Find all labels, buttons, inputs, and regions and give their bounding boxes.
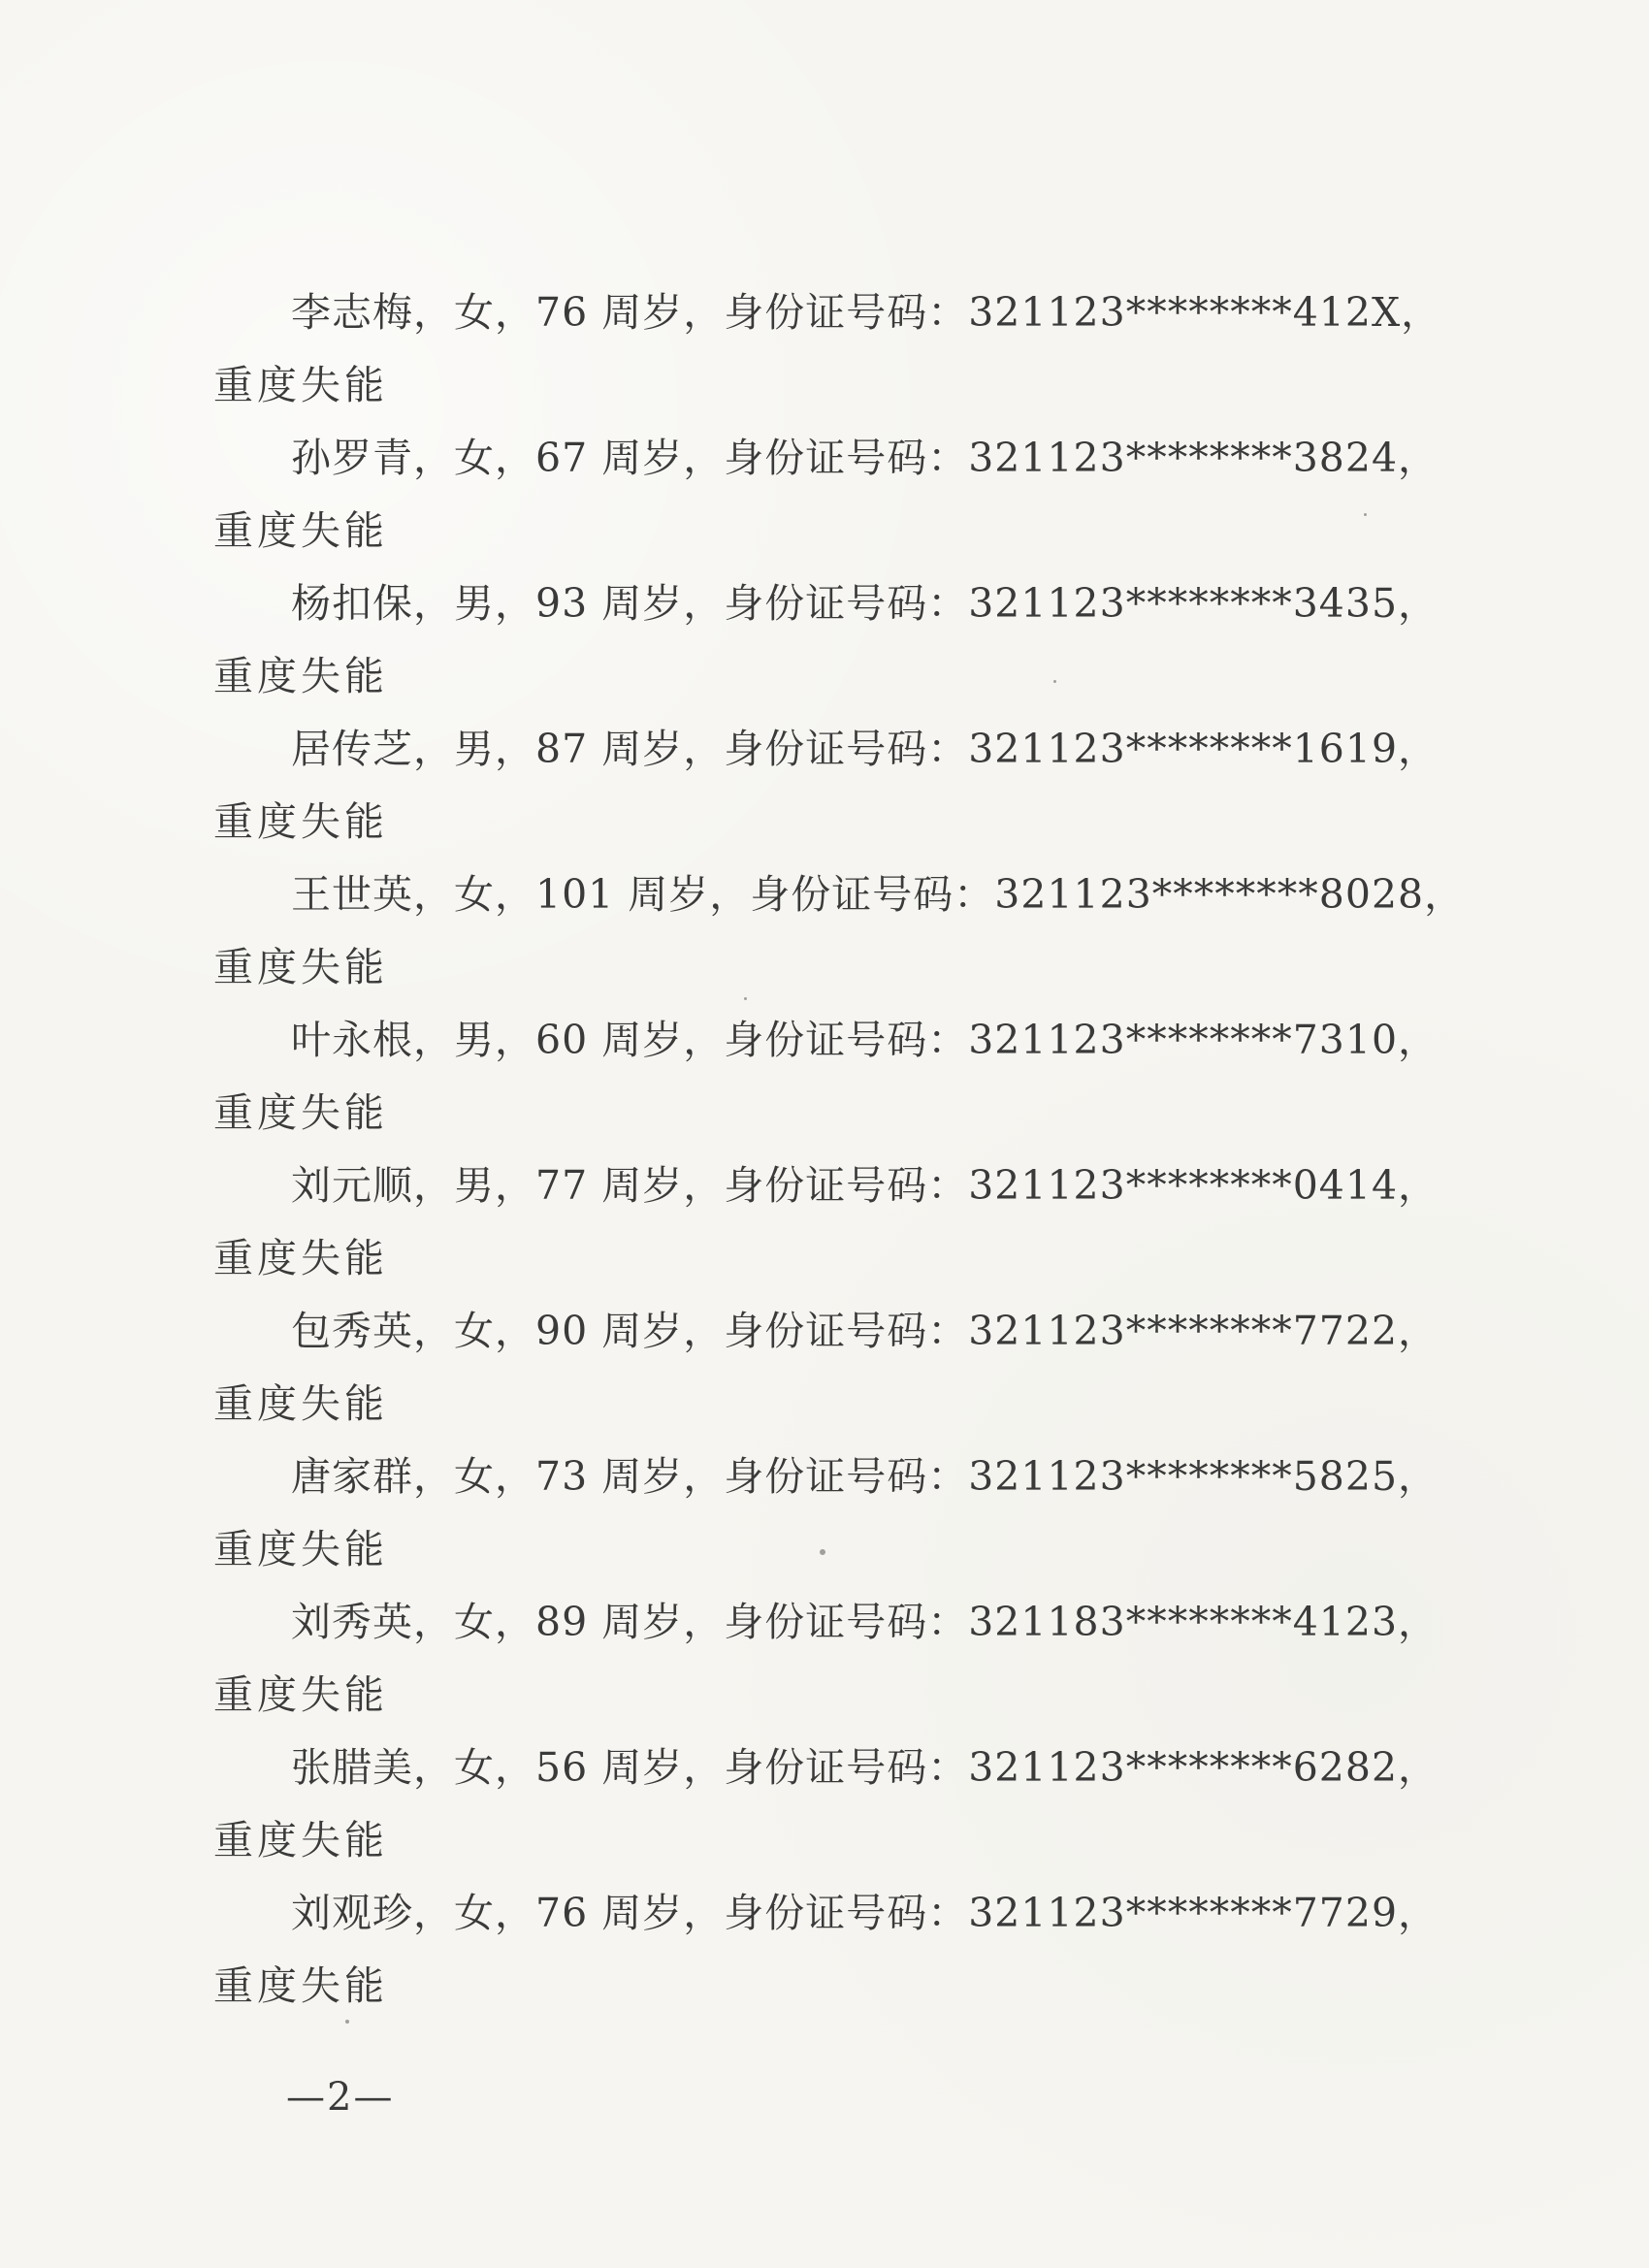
scan-speck [345, 2020, 349, 2024]
status-line-zhang-lamei: 重度失能 [213, 1817, 388, 1863]
scan-speck [1053, 680, 1056, 683]
scan-speck [1364, 513, 1367, 516]
status-line-bao-xiuying: 重度失能 [213, 1380, 388, 1427]
status-line-wang-shiying: 重度失能 [213, 944, 388, 990]
entry-line-liu-guanzhen: 刘观珍，女，76 周岁，身份证号码：321123********7729， [291, 1890, 1439, 1936]
entry-line-li-zhimei: 李志梅，女，76 周岁，身份证号码：321123********412X， [291, 289, 1442, 336]
entry-line-ju-chuanzhi: 居传芝，男，87 周岁，身份证号码：321123********1619， [291, 726, 1439, 772]
entry-line-liu-yuanshun: 刘元顺，男，77 周岁，身份证号码：321123********0414， [291, 1162, 1439, 1209]
scan-speck [744, 997, 747, 1000]
entry-line-wang-shiying: 王世英，女，101 周岁，身份证号码：321123********8028， [291, 871, 1466, 918]
status-line-ye-yonggen: 重度失能 [213, 1089, 388, 1136]
entry-line-bao-xiuying: 包秀英，女，90 周岁，身份证号码：321123********7722， [291, 1308, 1439, 1354]
status-line-tang-jiaqun: 重度失能 [213, 1526, 388, 1572]
status-line-yang-koubao: 重度失能 [213, 653, 388, 699]
status-line-ju-chuanzhi: 重度失能 [213, 798, 388, 845]
status-line-liu-xiuying: 重度失能 [213, 1671, 388, 1718]
status-line-liu-yuanshun: 重度失能 [213, 1235, 388, 1281]
status-line-li-zhimei: 重度失能 [213, 362, 388, 408]
scan-speck [820, 1549, 825, 1555]
entry-line-liu-xiuying: 刘秀英，女，89 周岁，身份证号码：321183********4123， [291, 1599, 1439, 1645]
status-line-liu-guanzhen: 重度失能 [213, 1962, 388, 2009]
entry-line-tang-jiaqun: 唐家群，女，73 周岁，身份证号码：321123********5825， [291, 1453, 1439, 1500]
entry-line-ye-yonggen: 叶永根，男，60 周岁，身份证号码：321123********7310， [291, 1017, 1439, 1063]
page-number: —2— [286, 2075, 395, 2120]
entry-line-zhang-lamei: 张腊美，女，56 周岁，身份证号码：321123********6282， [291, 1744, 1439, 1791]
entry-line-sun-luoqing: 孙罗青，女，67 周岁，身份证号码：321123********3824， [291, 435, 1439, 481]
status-line-sun-luoqing: 重度失能 [213, 507, 388, 554]
entry-line-yang-koubao: 杨扣保，男，93 周岁，身份证号码：321123********3435， [291, 580, 1439, 627]
